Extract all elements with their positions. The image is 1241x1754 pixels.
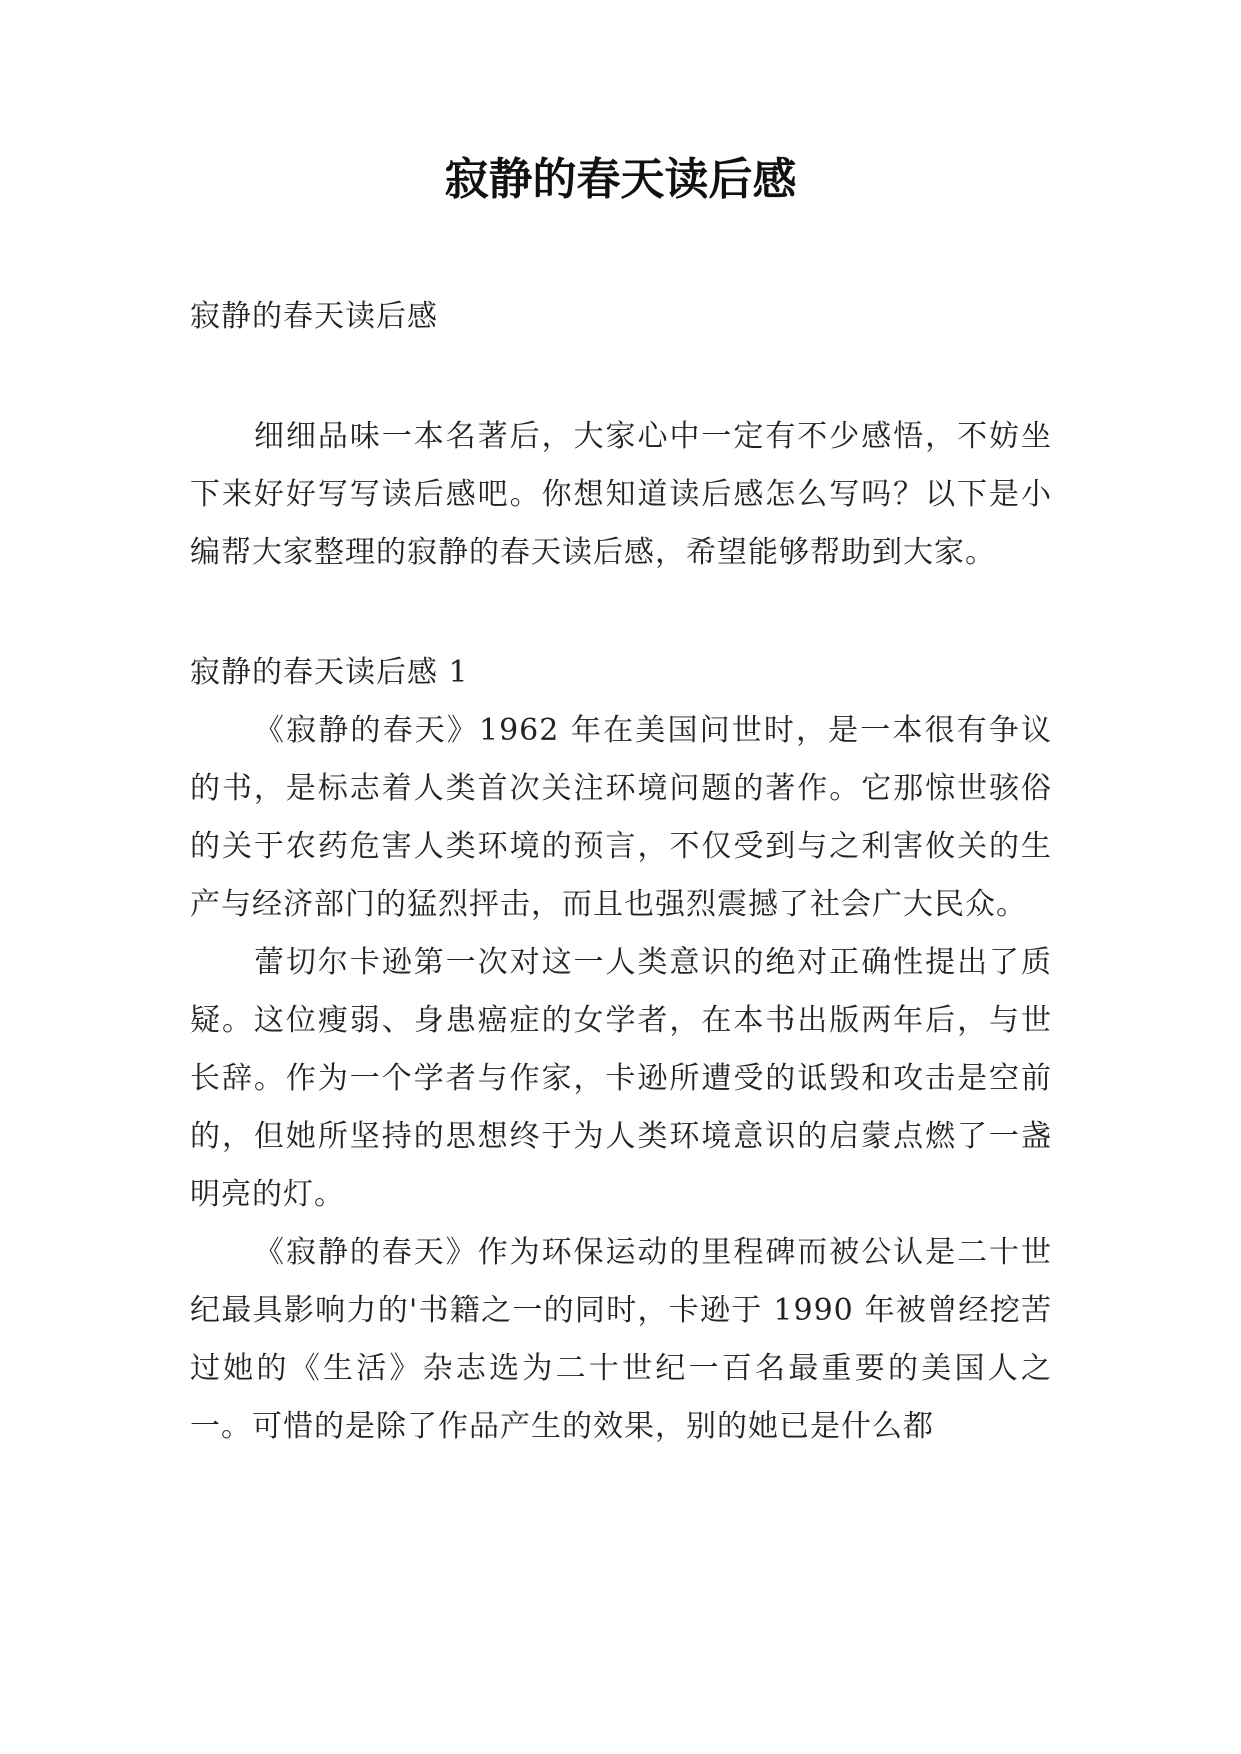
section-heading: 寂静的春天读后感 1 xyxy=(190,655,469,690)
document-body xyxy=(190,288,1052,1456)
body-paragraph: 蕾切尔卡逊第一次对这一人类意识的绝对正确性提出了质疑。这位瘦弱、身患癌症的女学者，在本书出版两年后，与世长辞。作为一个学者与作家，卡逊所遭受的诋毁和攻击是空前的，但她所坚持的思想终于为人类环境意识的启蒙点燃了一盏明亮的灯。 xyxy=(190,945,1052,1212)
document-title: 寂静的春天读后感 xyxy=(444,154,797,205)
intro-paragraph: 细细品味一本名著后，大家心中一定有不少感悟，不妨坐下来好好写写读后感吧。你想知道读后感怎么写吗？以下是小编帮大家整理的寂静的春天读后感，希望能够帮助到大家。 xyxy=(190,419,1052,570)
spacer xyxy=(190,346,1052,408)
body-paragraph: 《寂静的春天》作为环保运动的里程碑而被公认是二十世纪最具影响力的'书籍之一的同时，卡逊于 1990 年被曾经挖苦过她的《生活》杂志选为二十世纪一百名最重要的美国人之一。可惜的是除了作品产生的效果，别的她已是什么都 xyxy=(190,1235,1052,1444)
body-paragraph: 《寂静的春天》1962 年在美国问世时，是一本很有争议的书，是标志着人类首次关注环境问题的著作。它那惊世骇俗的关于农药危害人类环境的预言，不仅受到与之利害攸关的生产与经济部门的猛烈抨击，而且也强烈震撼了社会广大民众。 xyxy=(190,713,1052,922)
spacer xyxy=(190,582,1052,644)
document-subtitle: 寂静的春天读后感 xyxy=(190,299,438,334)
